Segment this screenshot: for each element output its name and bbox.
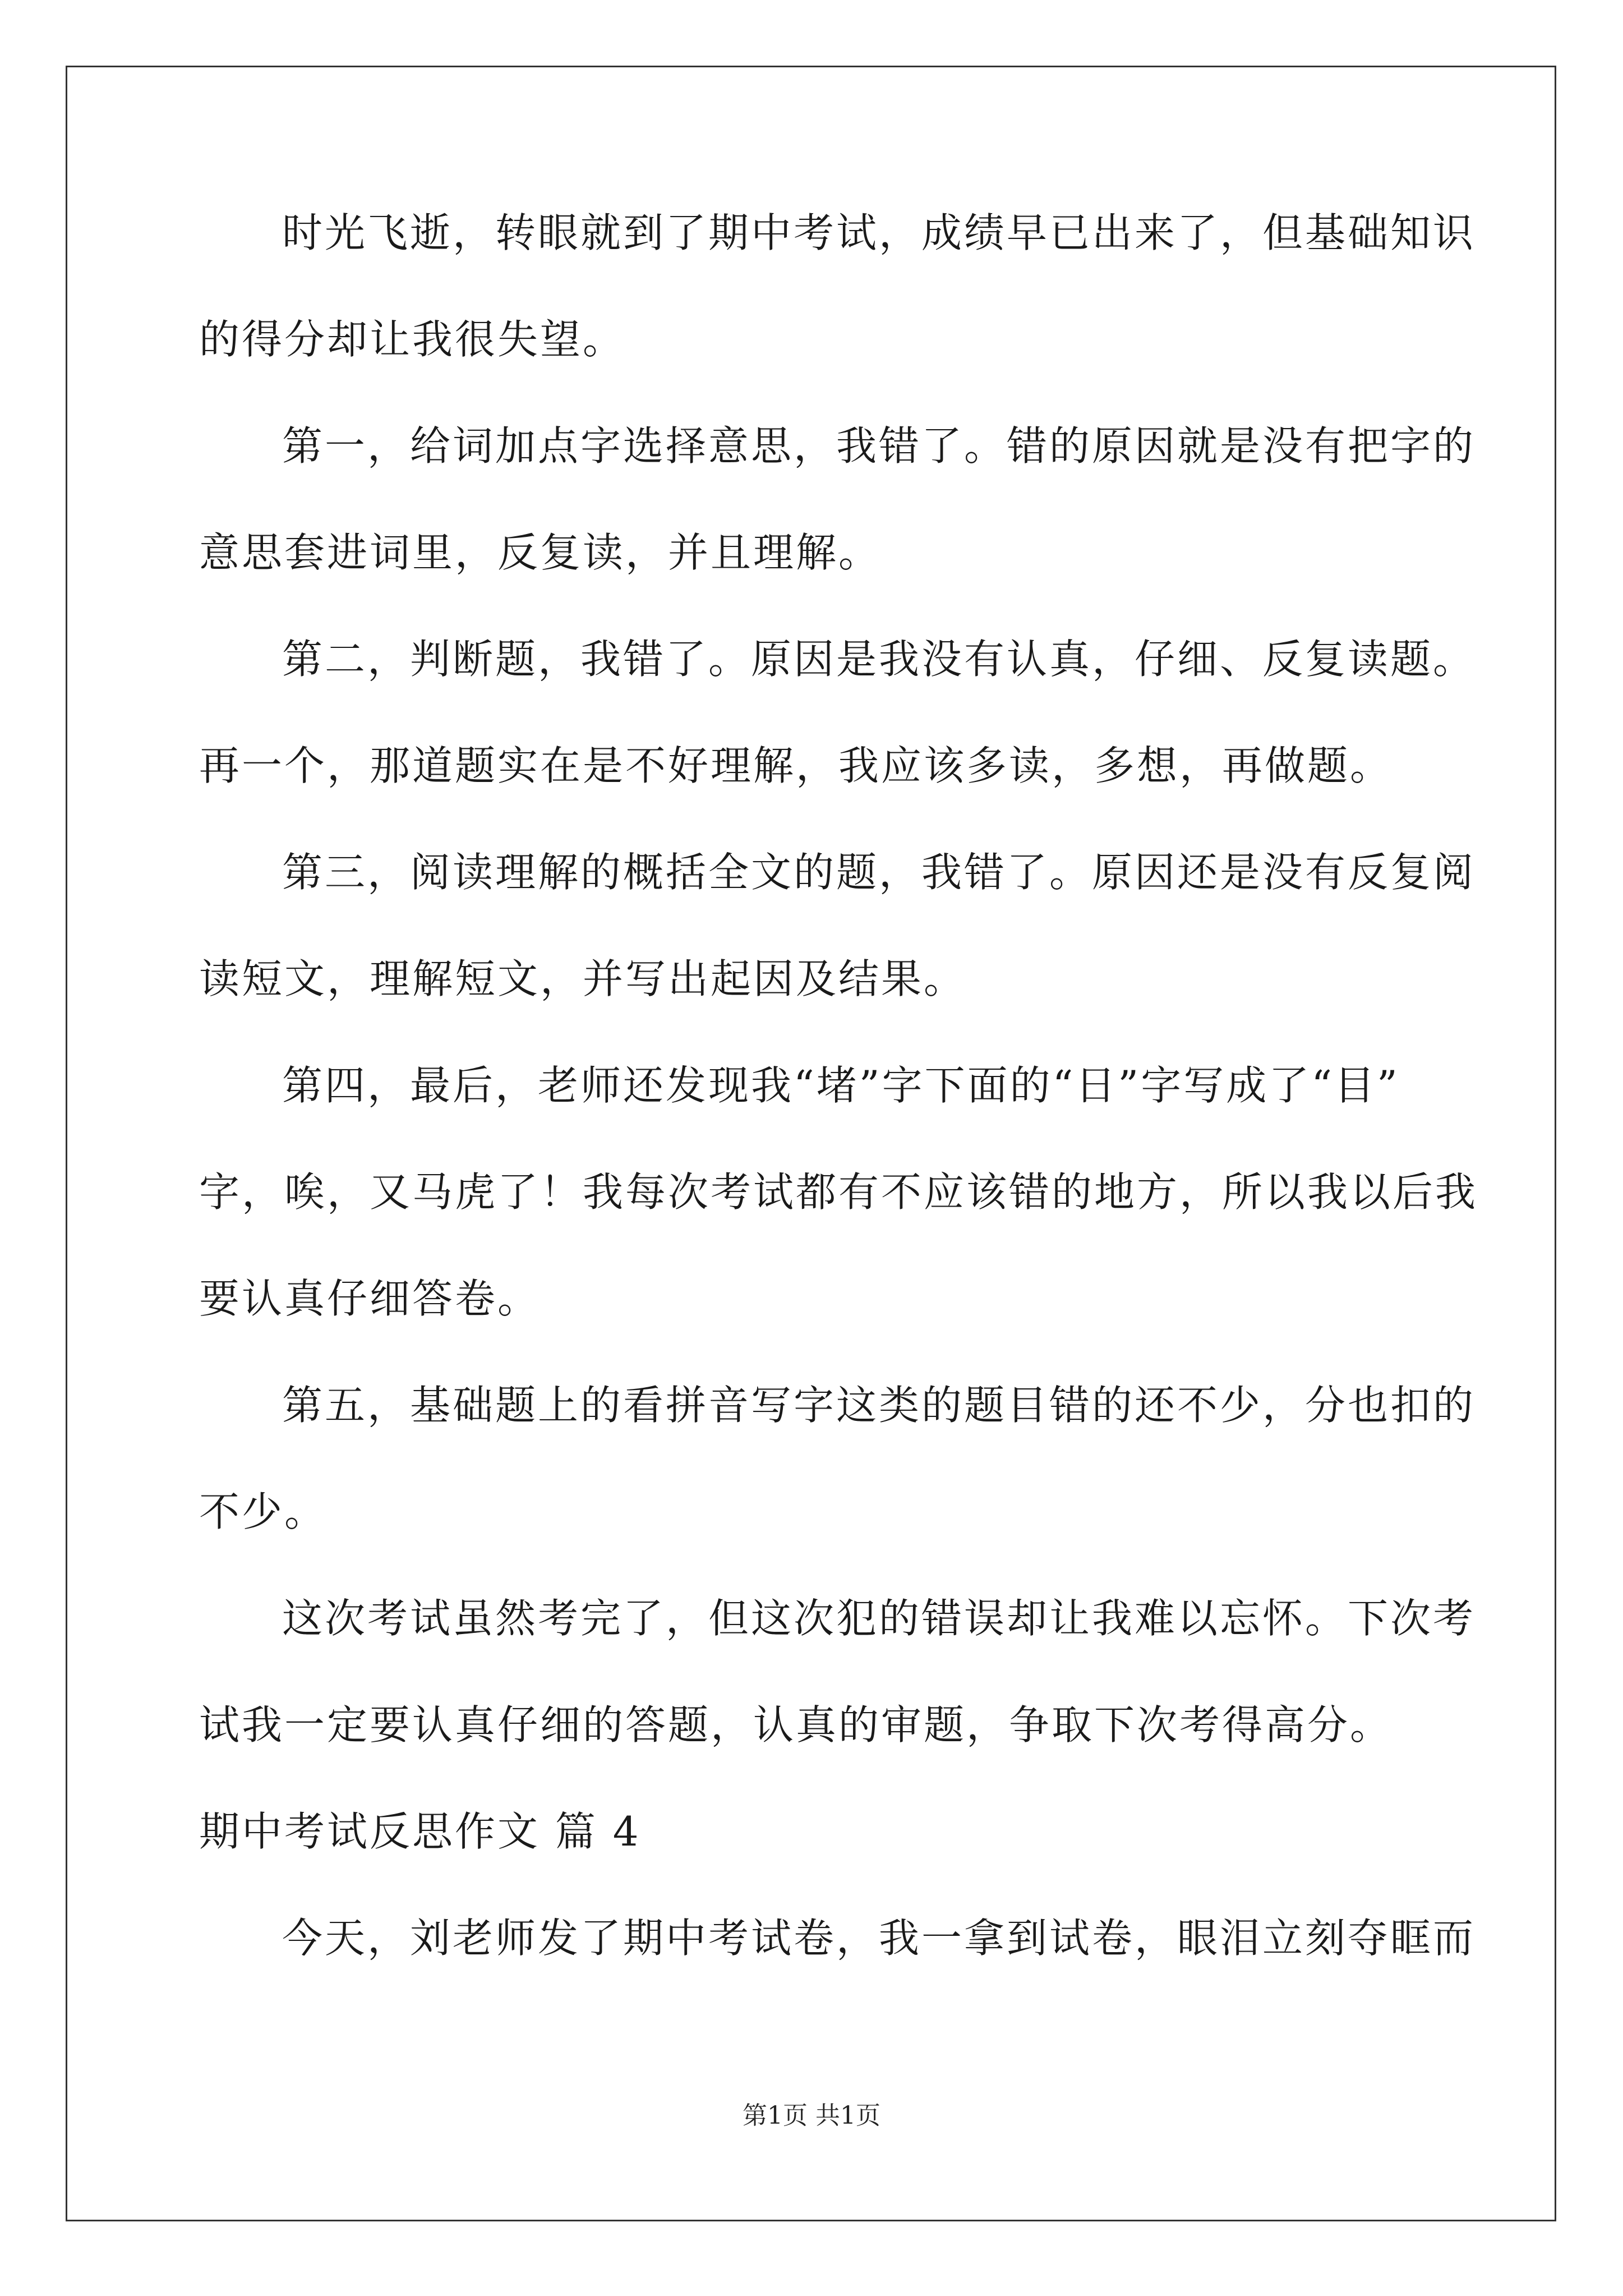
paragraph-5-line-1: 第四，最后，老师还发现我“堵”字下面的“日”字写成了“目” xyxy=(282,1062,1400,1109)
paragraph-1-line-1: 时光飞逝，转眼就到了期中考试，成绩早已出来了，但基础知识 xyxy=(282,209,1476,256)
paragraph-6-line-1: 第五，基础题上的看拼音写字这类的题目错的还不少，分也扣的 xyxy=(282,1382,1476,1429)
paragraph-3-line-2: 再一个，那道题实在是不好理解，我应该多读，多想，再做题。 xyxy=(199,742,1393,789)
paragraph-7-line-2: 试我一定要认真仔细的答题，认真的审题，争取下次考得高分。 xyxy=(199,1701,1393,1749)
paragraph-5-line-3: 要认真仔细答卷。 xyxy=(199,1275,541,1322)
paragraph-6-line-2: 不少。 xyxy=(199,1488,328,1535)
paragraph-3-line-1: 第二，判断题，我错了。原因是我没有认真，仔细、反复读题。 xyxy=(282,636,1476,683)
page-footer: 第1页 共1页 xyxy=(743,2101,880,2130)
paragraph-4-line-2: 读短文，理解短文，并写出起因及结果。 xyxy=(199,955,967,1002)
paragraph-2-line-2: 意思套进词里，反复读，并且理解。 xyxy=(199,529,882,576)
section-heading: 期中考试反思作文 篇 4 xyxy=(199,1808,641,1855)
paragraph-4-line-1: 第三，阅读理解的概括全文的题，我错了。原因还是没有反复阅 xyxy=(282,849,1476,896)
paragraph-8-line-1: 今天，刘老师发了期中考试卷，我一拿到试卷，眼泪立刻夺眶而 xyxy=(282,1915,1476,1962)
paragraph-1-line-2: 的得分却让我很失望。 xyxy=(199,316,626,363)
paragraph-2-line-1: 第一，给词加点字选择意思，我错了。错的原因就是没有把字的 xyxy=(282,422,1476,470)
paragraph-7-line-1: 这次考试虽然考完了，但这次犯的错误却让我难以忘怀。下次考 xyxy=(282,1595,1476,1642)
paragraph-5-line-2: 字，唉，又马虎了！我每次考试都有不应该错的地方，所以我以后我 xyxy=(199,1168,1478,1216)
page-border xyxy=(66,66,1556,2221)
